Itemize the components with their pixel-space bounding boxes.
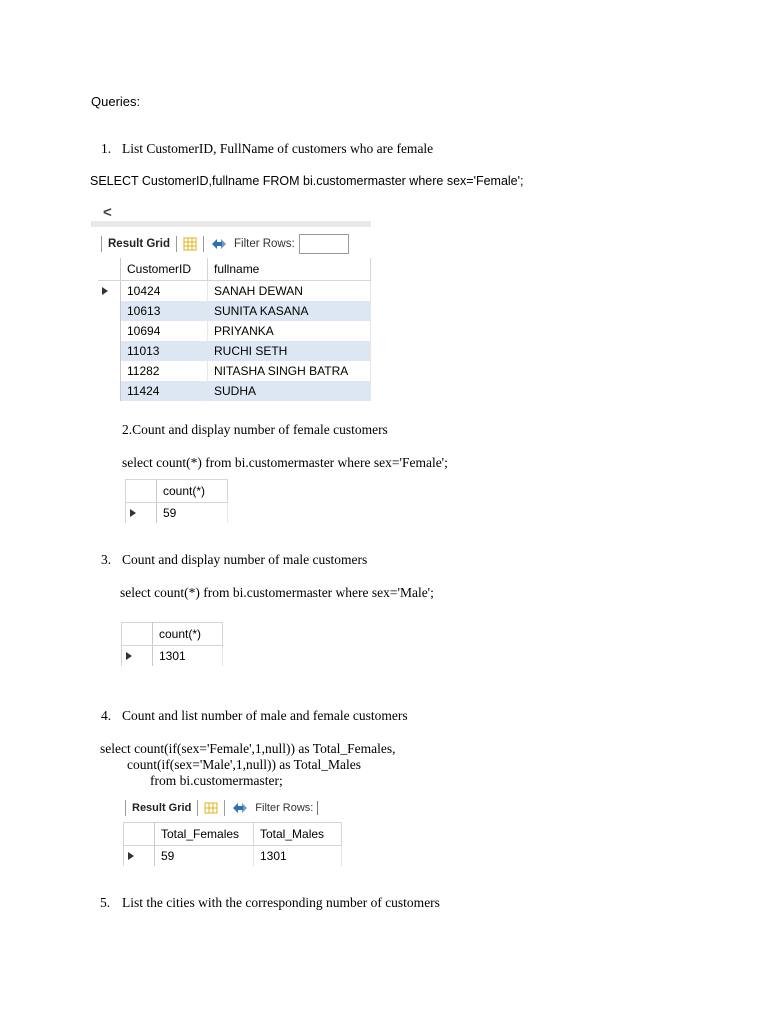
query-2-sql: select count(*) from bi.customermaster where sex='Female'; (122, 455, 448, 470)
cell-customerid[interactable]: 10613 (121, 301, 208, 321)
cell-customerid[interactable]: 10424 (121, 281, 208, 302)
query-4-sql-line-1: select count(if(sex='Female',1,null)) as Total_Females, (100, 741, 396, 756)
scroll-left-icon[interactable]: < (103, 205, 112, 221)
cell-customerid[interactable]: 11282 (121, 361, 208, 381)
results-table-3 (121, 622, 223, 666)
cell-count[interactable]: 59 (157, 503, 228, 524)
query-3-sql: select count(*) from bi.customermaster where sex='Male'; (120, 585, 434, 600)
query-4-sql-line-2: count(if(sex='Male',1,null)) as Total_Males (127, 757, 361, 772)
horizontal-scrollbar[interactable] (91, 221, 371, 227)
table-row[interactable] (98, 341, 371, 361)
result-toolbar (91, 233, 371, 255)
cell-customerid[interactable]: 11013 (121, 341, 208, 361)
current-row-icon (128, 852, 134, 860)
question-1-text: List CustomerID, FullName of customers who are female (122, 141, 434, 156)
question-3-number: 3. (101, 552, 112, 567)
column-header-total-females[interactable]: Total_Females (155, 823, 254, 846)
table-row[interactable] (98, 281, 371, 302)
grid-layout-icon[interactable] (183, 237, 197, 251)
cell-customerid[interactable]: 11424 (121, 381, 208, 401)
result-grid-tab[interactable]: Result Grid (108, 238, 170, 250)
result-grid-screenshot-2 (122, 476, 228, 532)
question-4-number: 4. (101, 708, 112, 723)
question-5-text: List the cities with the corresponding number of customers (122, 895, 440, 910)
refresh-icon[interactable] (210, 237, 228, 251)
query-4-sql-line-3: from bi.customermaster; (150, 773, 283, 788)
query-1-sql: SELECT CustomerID,fullname FROM bi.customermaster where sex='Female'; (90, 174, 524, 188)
question-1-number: 1. (101, 141, 112, 156)
table-row[interactable] (98, 321, 371, 341)
question-5-number: 5. (100, 895, 111, 910)
cell-fullname[interactable]: SUNITA KASANA (208, 301, 371, 321)
cell-total-females[interactable]: 59 (155, 846, 254, 867)
table-row[interactable] (98, 381, 371, 401)
column-header-count[interactable]: count(*) (153, 623, 223, 646)
column-header-fullname[interactable]: fullname (208, 258, 371, 281)
table-row[interactable] (124, 846, 342, 867)
result-grid-tab[interactable]: Result Grid (132, 802, 192, 814)
question-3-text: Count and display number of male customers (122, 552, 368, 567)
results-table-1 (98, 258, 371, 401)
filter-rows-input[interactable] (317, 801, 318, 815)
refresh-icon[interactable] (231, 802, 249, 814)
cell-fullname[interactable]: RUCHI SETH (208, 341, 371, 361)
result-grid-screenshot-4 (120, 798, 344, 870)
column-header-customerid[interactable]: CustomerID (121, 258, 208, 281)
question-2-text: 2.Count and display number of female customers (122, 422, 388, 437)
filter-rows-label: Filter Rows: (255, 802, 314, 814)
table-row[interactable] (122, 646, 223, 667)
result-toolbar (120, 798, 344, 818)
column-header-count[interactable]: count(*) (157, 480, 228, 503)
cell-fullname[interactable]: SANAH DEWAN (208, 281, 371, 302)
result-grid-screenshot-3 (119, 619, 223, 675)
cell-customerid[interactable]: 10694 (121, 321, 208, 341)
table-row[interactable] (98, 301, 371, 321)
cell-fullname[interactable]: PRIYANKA (208, 321, 371, 341)
result-grid-screenshot-1 (91, 205, 371, 406)
cell-fullname[interactable]: SUDHA (208, 381, 371, 401)
table-row[interactable] (126, 503, 228, 524)
current-row-icon (102, 287, 108, 295)
cell-total-males[interactable]: 1301 (254, 846, 342, 867)
cell-count[interactable]: 1301 (153, 646, 223, 667)
question-4-text: Count and list number of male and female customers (122, 708, 408, 723)
filter-rows-input[interactable] (299, 234, 349, 254)
results-table-4 (123, 822, 342, 866)
cell-fullname[interactable]: NITASHA SINGH BATRA (208, 361, 371, 381)
table-row[interactable] (98, 361, 371, 381)
current-row-icon (130, 509, 136, 517)
results-table-2 (125, 479, 228, 523)
page-heading: Queries: (91, 94, 141, 109)
filter-rows-label: Filter Rows: (233, 238, 295, 250)
grid-layout-icon[interactable] (204, 802, 218, 814)
current-row-icon (126, 652, 132, 660)
column-header-total-males[interactable]: Total_Males (254, 823, 342, 846)
